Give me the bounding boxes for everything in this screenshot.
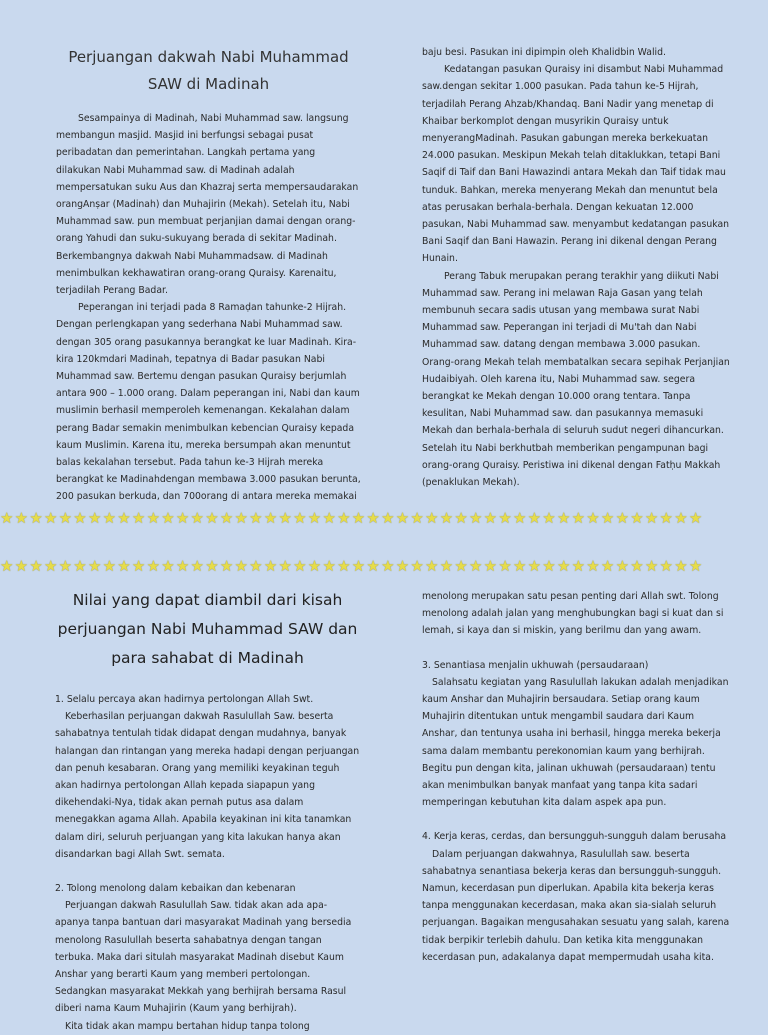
star-icon: ★ (249, 509, 264, 527)
star-icon: ★ (366, 557, 382, 575)
star-icon: ★ (381, 557, 396, 575)
top-right-column (422, 44, 732, 491)
star-icon: ★ (630, 509, 645, 527)
star-icon: ★ (14, 509, 30, 527)
star-icon: ★ (73, 557, 88, 575)
star-icon: ★ (571, 557, 587, 575)
star-icon: ★ (87, 557, 103, 575)
star-icon: ★ (395, 557, 411, 575)
top-title (56, 44, 361, 98)
star-icon: ★ (161, 557, 176, 575)
bottom-title-line1: Nilai yang dapat diambil dari kisah (72, 591, 343, 609)
star-icon: ★ (58, 557, 74, 575)
star-icon: ★ (337, 557, 352, 575)
star-icon: ★ (600, 557, 616, 575)
star-icon: ★ (688, 557, 704, 575)
star-icon: ★ (512, 509, 528, 527)
star-icon: ★ (190, 509, 206, 527)
star-icon: ★ (234, 509, 250, 527)
star-icon: ★ (43, 557, 59, 575)
star-icon: ★ (307, 557, 323, 575)
star-icon: ★ (205, 557, 220, 575)
star-icon: ★ (381, 509, 396, 527)
star-divider-top (0, 509, 768, 527)
bottom-title-line2: perjuangan Nabi Muhammad SAW dan (57, 620, 358, 638)
star-icon: ★ (219, 509, 235, 527)
top-right-paragraph-1: baju besi. Pasukan ini dipimpin oleh Khalidbin Walid. (422, 47, 666, 58)
star-icon: ★ (351, 509, 367, 527)
star-icon: ★ (0, 509, 15, 527)
item2-body-continued: Kita tidak akan mampu bertahan hidup tanpa tolong (65, 1020, 310, 1032)
star-icon: ★ (674, 509, 689, 527)
star-icon: ★ (556, 557, 572, 575)
star-icon: ★ (87, 509, 103, 527)
item3-body: Salahsatu kegiatan yang Rasulullah lakukan adalah menjadikan kaum Anshar dan Muhajirin bersaudara. Setiap orang kaum Muhajirin ditentukan untuk mengambil saudara dari Kaum Anshar, dan tentunya usaha ini berhasil, hingga mereka bekerja sama dalam membantu perekonomian kaum yang berhijrah. Begitu pun dengan kita, jalinan ukhuwah (persaudaraan) tentu akan menimbulkan banyak manfaat yang tanpa kita sadari memperingan kebutuhan kita dalam aspek apa pun. (422, 676, 729, 809)
item3-heading: 3. Senantiasa menjalin ukhuwah (persaudaraan) (422, 659, 649, 671)
star-icon: ★ (307, 509, 323, 527)
star-icon: ★ (58, 509, 74, 527)
star-icon: ★ (498, 509, 513, 527)
top-left-column (56, 44, 361, 506)
star-icon: ★ (395, 509, 411, 527)
star-icon: ★ (483, 509, 499, 527)
star-icon: ★ (542, 509, 557, 527)
top-title-line1: Perjuangan dakwah Nabi Muhammad (68, 48, 349, 66)
star-icon: ★ (542, 557, 557, 575)
star-icon: ★ (102, 509, 118, 527)
item1-body: Keberhasilan perjuangan dakwah Rasulullah Saw. beserta sahabatnya tentulah tidak didapat dengan mudahnya, banyak halangan dan rintangan yang mereka hadapi dengan perjuangan dan penuh kesabaran. Orang yang memiliki keyakinan teguh akan hadirnya pertolongan Allah kepada siapapun yang dikehendaki-Nya, tidak akan pernah putus asa dalam menegakkan agama Allah. Apabila keyakinan ini kita tanamkan dalam diri, seluruh perjuangan yang kita lakukan hanya akan disandarkan bagi Allah Swt. semata. (55, 711, 360, 860)
star-icon: ★ (527, 509, 543, 527)
item2-continuation: menolong merupakan satu pesan penting dari Allah swt. Tolong menolong adalah jalan yang menghubungkan bagi si kuat dan si lemah, si kaya dan si miskin, yang berilmu dan yang awam. (422, 591, 724, 637)
star-icon: ★ (117, 509, 132, 527)
star-icon: ★ (337, 509, 352, 527)
bottom-title-line3: para sahabat di Madinah (111, 649, 304, 667)
star-icon: ★ (425, 509, 440, 527)
star-icon: ★ (102, 557, 118, 575)
star-icon: ★ (73, 509, 88, 527)
item2-body: Perjuangan dakwah Rasulullah Saw. tidak akan ada apa-apanya tanpa bantuan dari masyarakat Madinah yang bersedia menolong Rasulullah beserta sahabatnya dengan tangan terbuka. Maka dari situlah masyarakat Madinah disebut Kaum Anshar yang berarti Kaum yang memberi pertolongan. Sedangkan masyarakat Mekkah yang berhijrah bersama Rasul diberi nama Kaum Muhajirin (Kaum yang berhijrah). (55, 900, 352, 1015)
star-icon: ★ (0, 557, 15, 575)
top-left-paragraph-1: Sesampainya di Madinah, Nabi Muhammad saw. langsung membangun masjid. Masjid ini berfungsi sebagai pusat peribadatan dan pemerintahan. Langkah pertama yang dilakukan Nabi Muhammad saw. di Madinah adalah mempersatukan suku Aus dan Khazraj serta mempersaudarakan orangAnṣar (Madinah) dan Muhajirin (Mekah). Setelah itu, Nabi Muhammad saw. pun membuat perjanjian damai dengan orang-orang Yahudi dan suku-sukuyang berada di sekitar Madinah. Berkembangnya dakwah Nabi Muhammadsaw. di Madinah menimbulkan kekhawatiran orang-orang Quraisy. Karenaitu, terjadilah Perang Badar. (56, 113, 359, 297)
star-icon: ★ (278, 509, 294, 527)
star-icon: ★ (14, 557, 30, 575)
star-icon: ★ (322, 557, 338, 575)
item4-body: Dalam perjuangan dakwahnya, Rasulullah saw. beserta sahabatnya senantiasa bekerja keras dan bersungguh-sungguh. Namun, kecerdasan pun diperlukan. Apabila kita bekerja keras tanpa menggunakan kecerdasan, maka akan sia-sialah seluruh perjuangan. Bagaikan mengusahakan sesuatu yang salah, karena tidak berpikir terlebih dahulu. Dan ketika kita menggunakan kecerdasan pun, adakalanya dapat mempermudah usaha kita. (422, 848, 730, 963)
star-icon: ★ (586, 509, 601, 527)
bottom-left-column (55, 586, 360, 1035)
star-icon: ★ (600, 509, 616, 527)
top-right-paragraph-2: Kedatangan pasukan Quraisy ini disambut Nabi Muhammad saw.dengan sekitar 1.000 pasukan. Pada tahun ke-5 Hijrah, terjadilah Perang Ahzab/Khandaq. Bani Nadir yang menetap di Khaibar berkomplot dengan musyrikin Quraisy untuk menyerangMadinah. Pasukan gabungan mereka berkekuatan 24.000 pasukan. Meskipun Mekah telah ditaklukkan, tetapi Bani Saqif di Taif dan Bani Hawazindi antara Mekah dan Taif tidak mau tunduk. Bahkan, mereka menyerang Mekah dan menuntut bela atas perusakan berhala-berhala. Dengan kekuatan 12.000 pasukan, Nabi Muhammad saw. menyambut kedatangan pasukan Bani Saqif dan Bani Hawazin. Perang ini dikenal dengan Perang Hunain. (422, 64, 730, 265)
star-icon: ★ (205, 509, 220, 527)
star-icon: ★ (615, 557, 631, 575)
top-right-paragraph-3: Perang Tabuk merupakan perang terakhir yang diikuti Nabi Muhammad saw. Perang ini melawan Raja Gasan yang telah membunuh secara sadis utusan yang membawa surat Nabi Muhammad saw. Peperangan ini terjadi di Mu'tah dan Nabi Muhammad saw. datang dengan membawa 3.000 pasukan. Orang-orang Mekah telah membatalkan secara sepihak Perjanjian Hudaibiyah. Oleh karena itu, Nabi Muhammad saw. segera berangkat ke Mekah dengan 10.000 orang tentara. Tanpa kesulitan, Nabi Muhammad saw. dan pasukannya memasuki Mekah dan berhala-berhala di seluruh sudut negeri dihancurkan. Setelah itu Nabi berkhutbah memberikan pengampunan bagi orang-orang Quraisy. Peristiwa ini dikenal dengan Fatḥu Makkah (penaklukan Mekah). (422, 270, 730, 489)
item1-heading: 1. Selalu percaya akan hadirnya pertolongan Allah Swt. (55, 694, 314, 705)
star-icon: ★ (454, 557, 469, 575)
star-icon: ★ (439, 509, 455, 527)
star-icon: ★ (249, 557, 264, 575)
bottom-page (0, 578, 768, 1032)
bottom-title (55, 586, 360, 673)
star-icon: ★ (322, 509, 338, 527)
star-icon: ★ (512, 557, 528, 575)
star-icon: ★ (615, 509, 631, 527)
star-icon: ★ (644, 557, 660, 575)
star-icon: ★ (175, 509, 191, 527)
star-icon: ★ (571, 509, 587, 527)
star-icon: ★ (263, 557, 279, 575)
star-icon: ★ (659, 557, 675, 575)
star-icon: ★ (234, 557, 250, 575)
star-icon: ★ (674, 557, 689, 575)
star-icon: ★ (131, 509, 147, 527)
star-icon: ★ (688, 509, 704, 527)
star-icon: ★ (410, 557, 426, 575)
item4-heading: 4. Kerja keras, cerdas, dan bersungguh-sungguh dalam berusaha (422, 831, 727, 843)
star-icon: ★ (43, 509, 59, 527)
star-icon: ★ (498, 557, 513, 575)
star-icon: ★ (161, 509, 176, 527)
star-icon: ★ (556, 509, 572, 527)
top-title-line2: SAW di Madinah (147, 75, 270, 93)
top-page (0, 0, 768, 503)
star-icon: ★ (29, 557, 44, 575)
star-icon: ★ (644, 509, 660, 527)
star-icon: ★ (630, 557, 645, 575)
star-icon: ★ (527, 557, 543, 575)
star-icon: ★ (263, 509, 279, 527)
star-icon: ★ (469, 557, 484, 575)
star-icon: ★ (146, 557, 162, 575)
star-icon: ★ (425, 557, 440, 575)
star-icon: ★ (117, 557, 132, 575)
star-icon: ★ (190, 557, 206, 575)
star-icon: ★ (410, 509, 426, 527)
star-icon: ★ (293, 557, 308, 575)
bottom-right-column (422, 588, 732, 966)
star-icon: ★ (293, 509, 308, 527)
star-icon: ★ (219, 557, 235, 575)
star-icon: ★ (278, 557, 294, 575)
item2-heading: 2. Tolong menolong dalam kebaikan dan kebenaran (55, 883, 296, 895)
star-icon: ★ (454, 509, 469, 527)
star-divider-bottom (0, 557, 768, 575)
top-left-paragraph-2: Peperangan ini terjadi pada 8 Ramaḍan tahunke-2 Hijrah. Dengan perlengkapan yang sederhana Nabi Muhammad saw. dengan 305 orang pasukannya berangkat ke luar Madinah. Kira-kira 120kmdari Madinah, tepatnya di Badar pasukan Nabi Muhammad saw. Bertemu dengan pasukan Quraisy berjumlah antara 900 – 1.000 orang. Dalam peperangan ini, Nabi dan kaum muslimin berhasil memperoleh kemenangan. Kekalahan dalam perang Badar semakin menimbulkan kebencian Quraisy kepada kaum Muslimin. Karena itu, mereka bersumpah akan menuntut balas kekalahan tersebut. Pada tahun ke-3 Hijrah mereka berangkat ke Madinahdengan membawa 3.000 pasukan berunta, 200 pasukan berkuda, dan 700orang di antara mereka memakai (56, 302, 361, 503)
star-icon: ★ (586, 557, 601, 575)
star-icon: ★ (131, 557, 147, 575)
star-icon: ★ (469, 509, 484, 527)
star-icon: ★ (175, 557, 191, 575)
star-icon: ★ (29, 509, 44, 527)
star-icon: ★ (366, 509, 382, 527)
star-icon: ★ (483, 557, 499, 575)
star-icon: ★ (439, 557, 455, 575)
star-icon: ★ (351, 557, 367, 575)
star-icon: ★ (146, 509, 162, 527)
star-icon: ★ (659, 509, 675, 527)
